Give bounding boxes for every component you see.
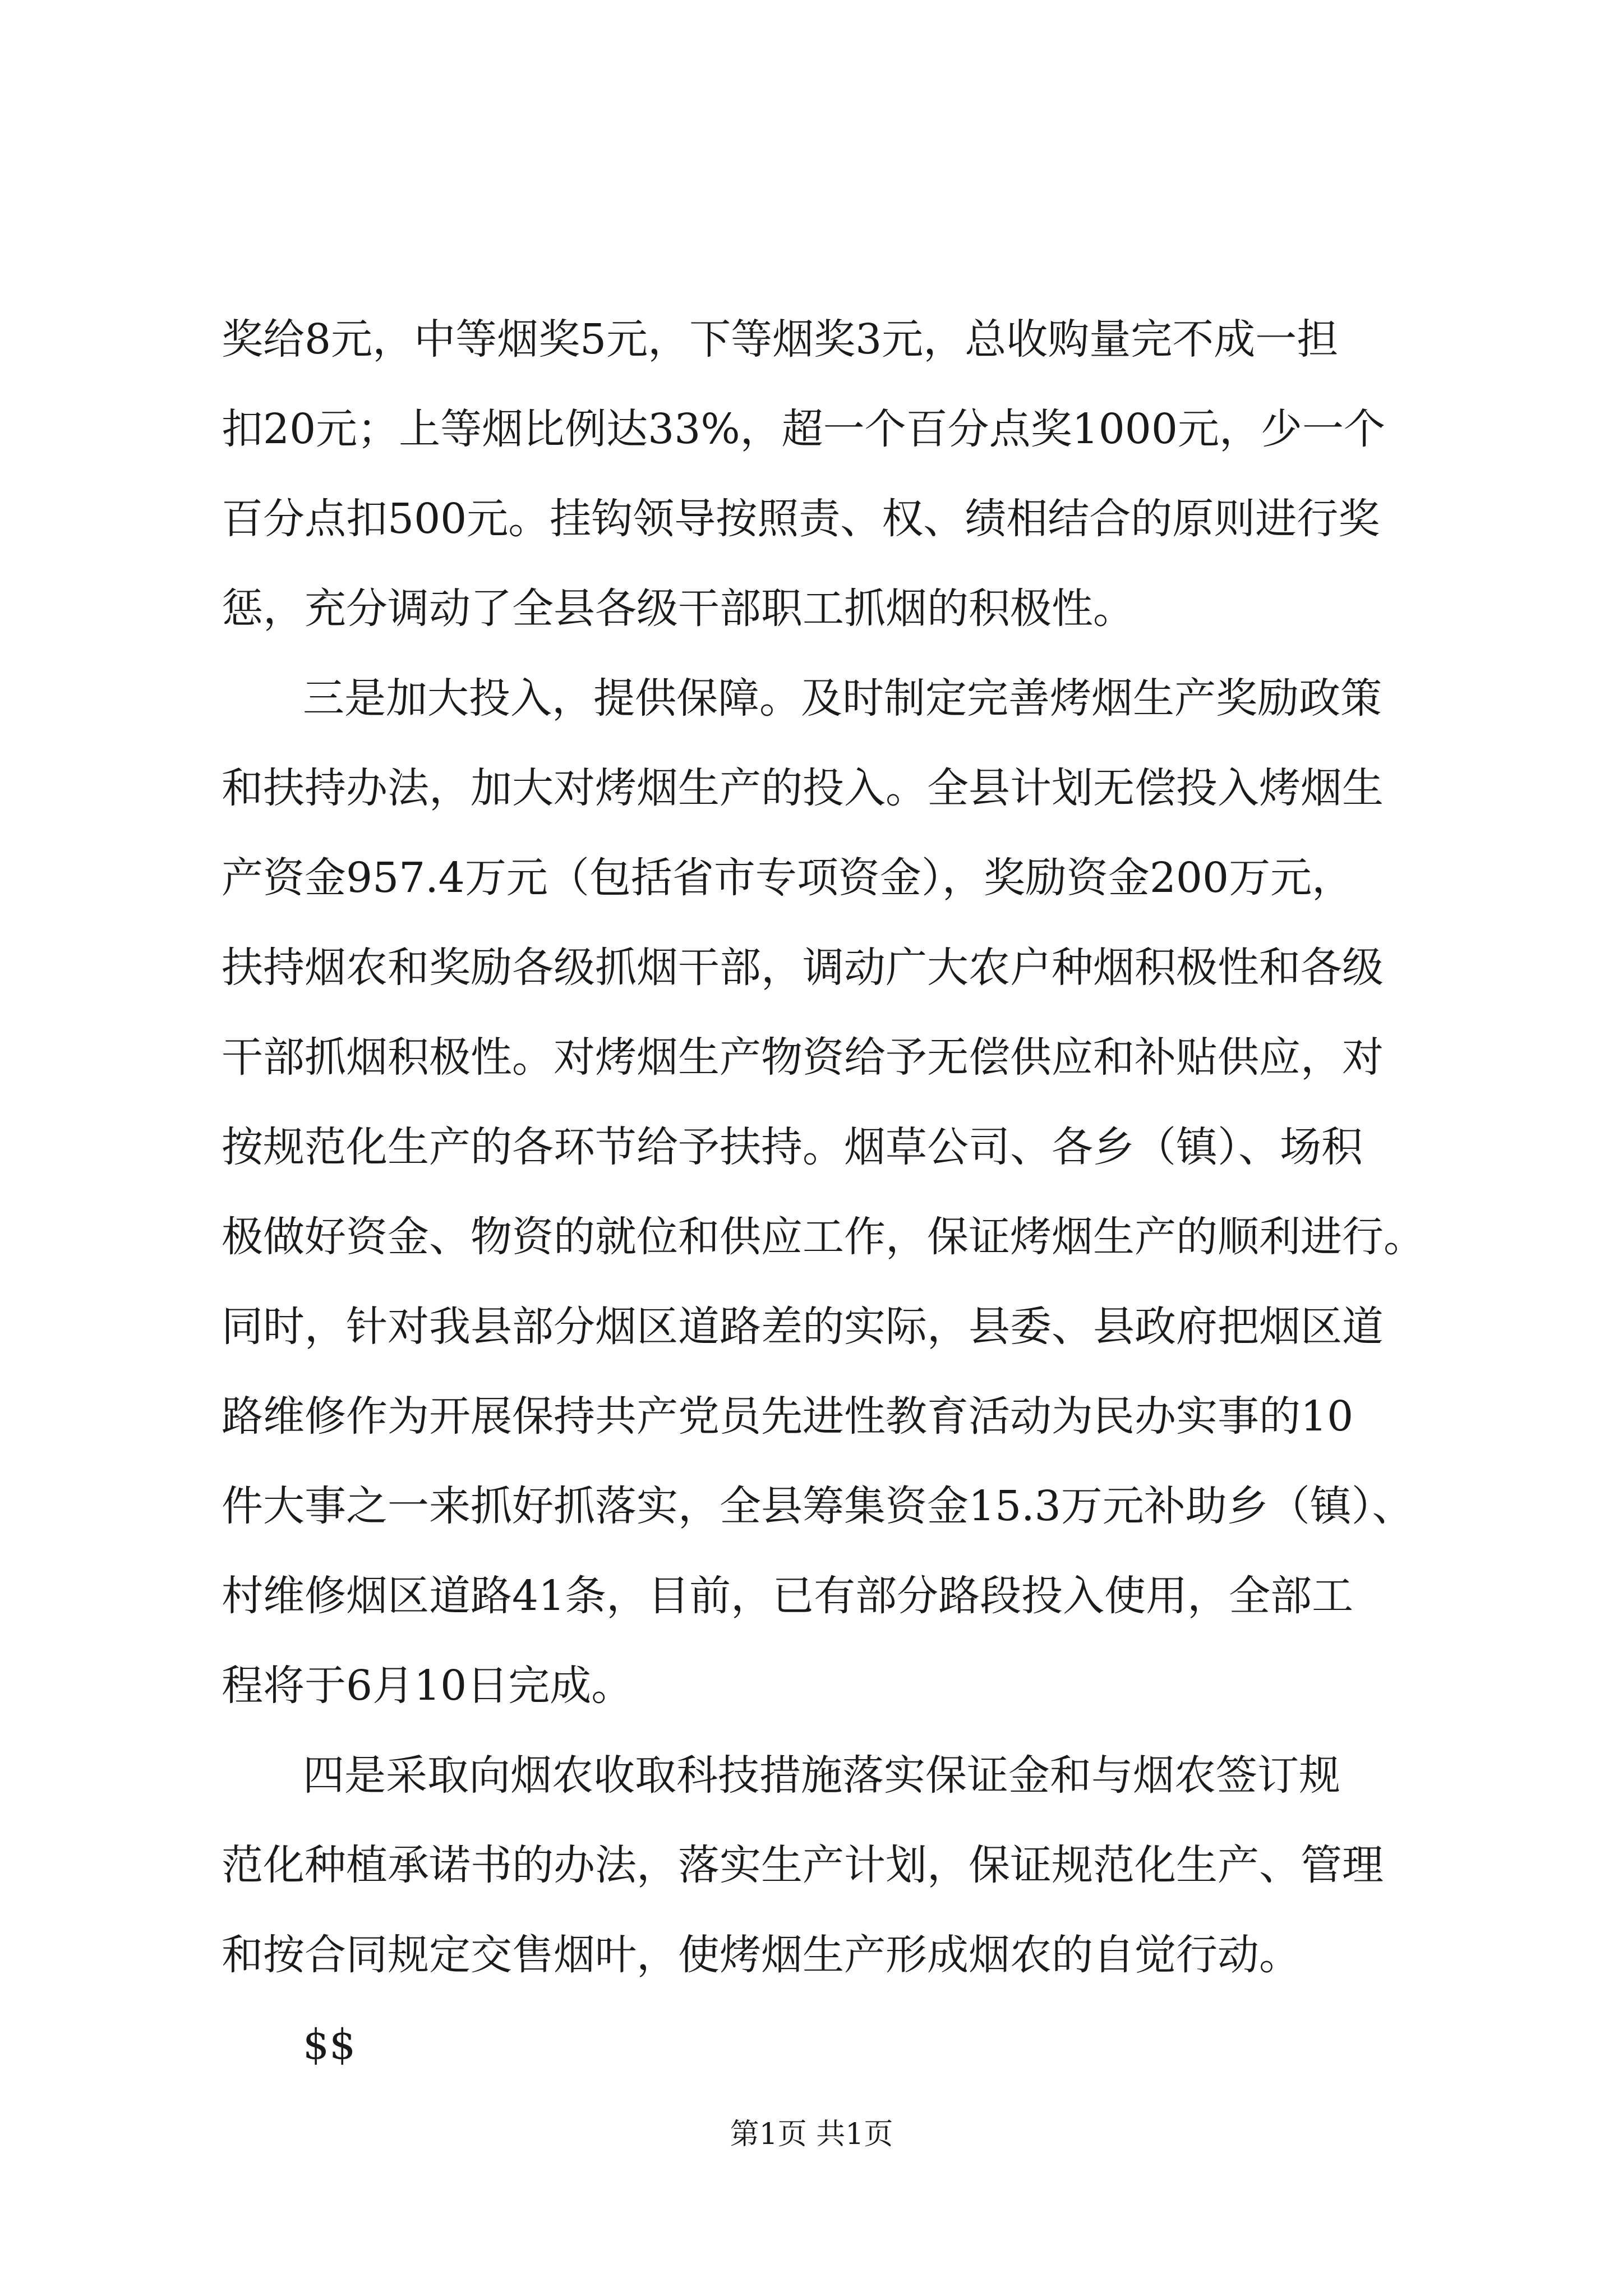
page-number-footer: 第1页 共1页 [730,2118,893,2151]
text-line: 扣20元；上等烟比例达33%，超一个百分点奖1000元，少一个 [222,405,1385,453]
text-line: 扶持烟农和奖励各级抓烟干部，调动广大农户种烟积极性和各级 [222,944,1384,992]
text-line: 同时，针对我县部分烟区道路差的实际，县委、县政府把烟区道 [222,1303,1384,1351]
paragraph-start-line: 三是加大投入，提供保障。及时制定完善烤烟生产奖励政策 [303,674,1382,723]
text-line: 惩，充分调动了全县各级干部职工抓烟的积极性。 [222,585,1135,633]
text-line: 村维修烟区道路41条，目前，已有部分路段投入使用，全部工 [222,1572,1354,1620]
text-line: 和扶持办法，加大对烤烟生产的投入。全县计划无偿投入烤烟生 [222,764,1384,812]
text-line: 百分点扣500元。挂钩领导按照责、权、绩相结合的原则进行奖 [222,495,1380,543]
placeholder-marker: $$ [303,2021,356,2069]
text-line: 范化种植承诺书的办法，落实生产计划，保证规范化生产、管理 [222,1841,1384,1889]
text-line: 路维修作为开展保持共产党员先进性教育活动为民办实事的10 [222,1392,1354,1441]
text-line: 极做好资金、物资的就位和供应工作，保证烤烟生产的顺利进行。 [222,1213,1425,1261]
text-line: 产资金957.4万元（包括省市专项资金），奖励资金200万元， [222,854,1354,902]
text-line: 和按合同规定交售烟叶，使烤烟生产形成烟农的自觉行动。 [222,1931,1301,1979]
text-line: 干部抓烟积极性。对烤烟生产物资给予无偿供应和补贴供应，对 [222,1033,1384,1082]
text-line: 件大事之一来抓好抓落实，全县筹集资金15.3万元补助乡（镇）、 [222,1482,1414,1530]
text-line: 按规范化生产的各环节给予扶持。烟草公司、各乡（镇）、场积 [222,1123,1363,1171]
text-line: 奖给8元，中等烟奖5元，下等烟奖3元，总收购量完不成一担 [222,315,1339,364]
paragraph-start-line: 四是采取向烟农收取科技措施落实保证金和与烟农签订规 [303,1751,1340,1800]
text-line: 程将于6月10日完成。 [222,1662,633,1710]
